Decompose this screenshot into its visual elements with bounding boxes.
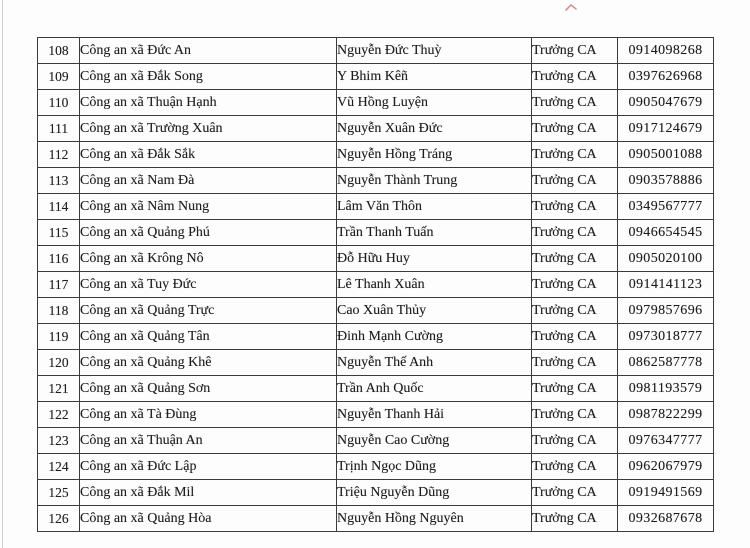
officer-name: Nguyễn Thanh Hải	[337, 402, 532, 428]
phone-number: 0914098268	[618, 38, 714, 64]
table-row	[38, 350, 714, 376]
row-number: 119	[38, 324, 80, 350]
phone-number: 0946654545	[618, 220, 714, 246]
officer-title: Trưởng CA	[532, 402, 618, 428]
officer-name: Vũ Hồng Luyện	[337, 90, 532, 116]
officer-title: Trưởng CA	[532, 142, 618, 168]
unit-name: Công an xã Đức Lập	[80, 454, 337, 480]
phone-number: 0914141123	[618, 272, 714, 298]
row-number: 124	[38, 454, 80, 480]
officer-name: Lê Thanh Xuân	[337, 272, 532, 298]
phone-number: 0917124679	[618, 116, 714, 142]
officer-name: Y Bhim Kêñ	[337, 64, 532, 90]
table-row	[38, 142, 714, 168]
scan-edge-line	[2, 0, 3, 548]
police-contact-table	[37, 37, 714, 532]
officer-name: Trịnh Ngọc Dũng	[337, 454, 532, 480]
phone-number: 0962067979	[618, 454, 714, 480]
table-row	[38, 220, 714, 246]
row-number: 123	[38, 428, 80, 454]
table-row	[38, 376, 714, 402]
officer-title: Trưởng CA	[532, 220, 618, 246]
officer-title: Trưởng CA	[532, 246, 618, 272]
unit-name: Công an xã Tà Đùng	[80, 402, 337, 428]
phone-number: 0919491569	[618, 480, 714, 506]
officer-name: Nguyễn Xuân Đức	[337, 116, 532, 142]
officer-name: Nguyễn Đức Thuỳ	[337, 38, 532, 64]
unit-name: Công an xã Quảng Khê	[80, 350, 337, 376]
row-number: 126	[38, 506, 80, 532]
officer-title: Trưởng CA	[532, 454, 618, 480]
unit-name: Công an xã Thuận Hạnh	[80, 90, 337, 116]
officer-title: Trưởng CA	[532, 376, 618, 402]
unit-name: Công an xã Tuy Đức	[80, 272, 337, 298]
officer-name: Đỗ Hữu Huy	[337, 246, 532, 272]
table-row	[38, 402, 714, 428]
officer-title: Trưởng CA	[532, 428, 618, 454]
table-row	[38, 298, 714, 324]
unit-name: Công an xã Đắk Mil	[80, 480, 337, 506]
row-number: 120	[38, 350, 80, 376]
phone-number: 0862587778	[618, 350, 714, 376]
officer-title: Trưởng CA	[532, 194, 618, 220]
table-row	[38, 480, 714, 506]
officer-title: Trưởng CA	[532, 480, 618, 506]
officer-name: Lâm Văn Thôn	[337, 194, 532, 220]
unit-name: Công an xã Nam Đà	[80, 168, 337, 194]
phone-number: 0976347777	[618, 428, 714, 454]
unit-name: Công an xã Krông Nô	[80, 246, 337, 272]
officer-title: Trưởng CA	[532, 116, 618, 142]
officer-title: Trưởng CA	[532, 272, 618, 298]
row-number: 114	[38, 194, 80, 220]
row-number: 121	[38, 376, 80, 402]
row-number: 110	[38, 90, 80, 116]
phone-number: 0987822299	[618, 402, 714, 428]
unit-name: Công an xã Trường Xuân	[80, 116, 337, 142]
table-row	[38, 116, 714, 142]
officer-title: Trưởng CA	[532, 38, 618, 64]
table-row	[38, 324, 714, 350]
unit-name: Công an xã Quảng Sơn	[80, 376, 337, 402]
table-row	[38, 38, 714, 64]
phone-number: 0905020100	[618, 246, 714, 272]
row-number: 108	[38, 38, 80, 64]
unit-name: Công an xã Đắk Song	[80, 64, 337, 90]
officer-title: Trưởng CA	[532, 64, 618, 90]
officer-title: Trưởng CA	[532, 298, 618, 324]
table-row	[38, 90, 714, 116]
officer-name: Triệu Nguyễn Dũng	[337, 480, 532, 506]
table-row	[38, 64, 714, 90]
phone-number: 0903578886	[618, 168, 714, 194]
unit-name: Công an xã Nâm Nung	[80, 194, 337, 220]
phone-number: 0349567777	[618, 194, 714, 220]
unit-name: Công an xã Thuận An	[80, 428, 337, 454]
phone-number: 0905047679	[618, 90, 714, 116]
row-number: 112	[38, 142, 80, 168]
phone-number: 0905001088	[618, 142, 714, 168]
officer-title: Trưởng CA	[532, 350, 618, 376]
table-row	[38, 428, 714, 454]
officer-title: Trưởng CA	[532, 324, 618, 350]
phone-number: 0397626968	[618, 64, 714, 90]
unit-name: Công an xã Quảng Phú	[80, 220, 337, 246]
table-row	[38, 454, 714, 480]
table-body	[38, 38, 714, 532]
table-row	[38, 168, 714, 194]
officer-title: Trưởng CA	[532, 168, 618, 194]
row-number: 118	[38, 298, 80, 324]
officer-name: Nguyễn Cao Cường	[337, 428, 532, 454]
unit-name: Công an xã Đắk Sắk	[80, 142, 337, 168]
phone-number: 0973018777	[618, 324, 714, 350]
row-number: 115	[38, 220, 80, 246]
row-number: 125	[38, 480, 80, 506]
phone-number: 0932687678	[618, 506, 714, 532]
unit-name: Công an xã Quảng Trực	[80, 298, 337, 324]
row-number: 113	[38, 168, 80, 194]
unit-name: Công an xã Quảng Hòa	[80, 506, 337, 532]
table-row	[38, 194, 714, 220]
table-row	[38, 506, 714, 532]
row-number: 109	[38, 64, 80, 90]
phone-number: 0979857696	[618, 298, 714, 324]
officer-name: Cao Xuân Thủy	[337, 298, 532, 324]
row-number: 117	[38, 272, 80, 298]
officer-name: Nguyễn Thế Anh	[337, 350, 532, 376]
officer-name: Nguyễn Thành Trung	[337, 168, 532, 194]
row-number: 111	[38, 116, 80, 142]
unit-name: Công an xã Đức An	[80, 38, 337, 64]
row-number: 116	[38, 246, 80, 272]
officer-name: Nguyễn Hồng Tráng	[337, 142, 532, 168]
table-row	[38, 246, 714, 272]
officer-name: Đinh Mạnh Cường	[337, 324, 532, 350]
officer-name: Trần Anh Quốc	[337, 376, 532, 402]
row-number: 122	[38, 402, 80, 428]
officer-title: Trưởng CA	[532, 90, 618, 116]
phone-number: 0981193579	[618, 376, 714, 402]
officer-name: Trần Thanh Tuấn	[337, 220, 532, 246]
red-ink-artifact	[564, 3, 578, 14]
table-row	[38, 272, 714, 298]
officer-title: Trưởng CA	[532, 506, 618, 532]
officer-name: Nguyễn Hồng Nguyên	[337, 506, 532, 532]
unit-name: Công an xã Quảng Tân	[80, 324, 337, 350]
